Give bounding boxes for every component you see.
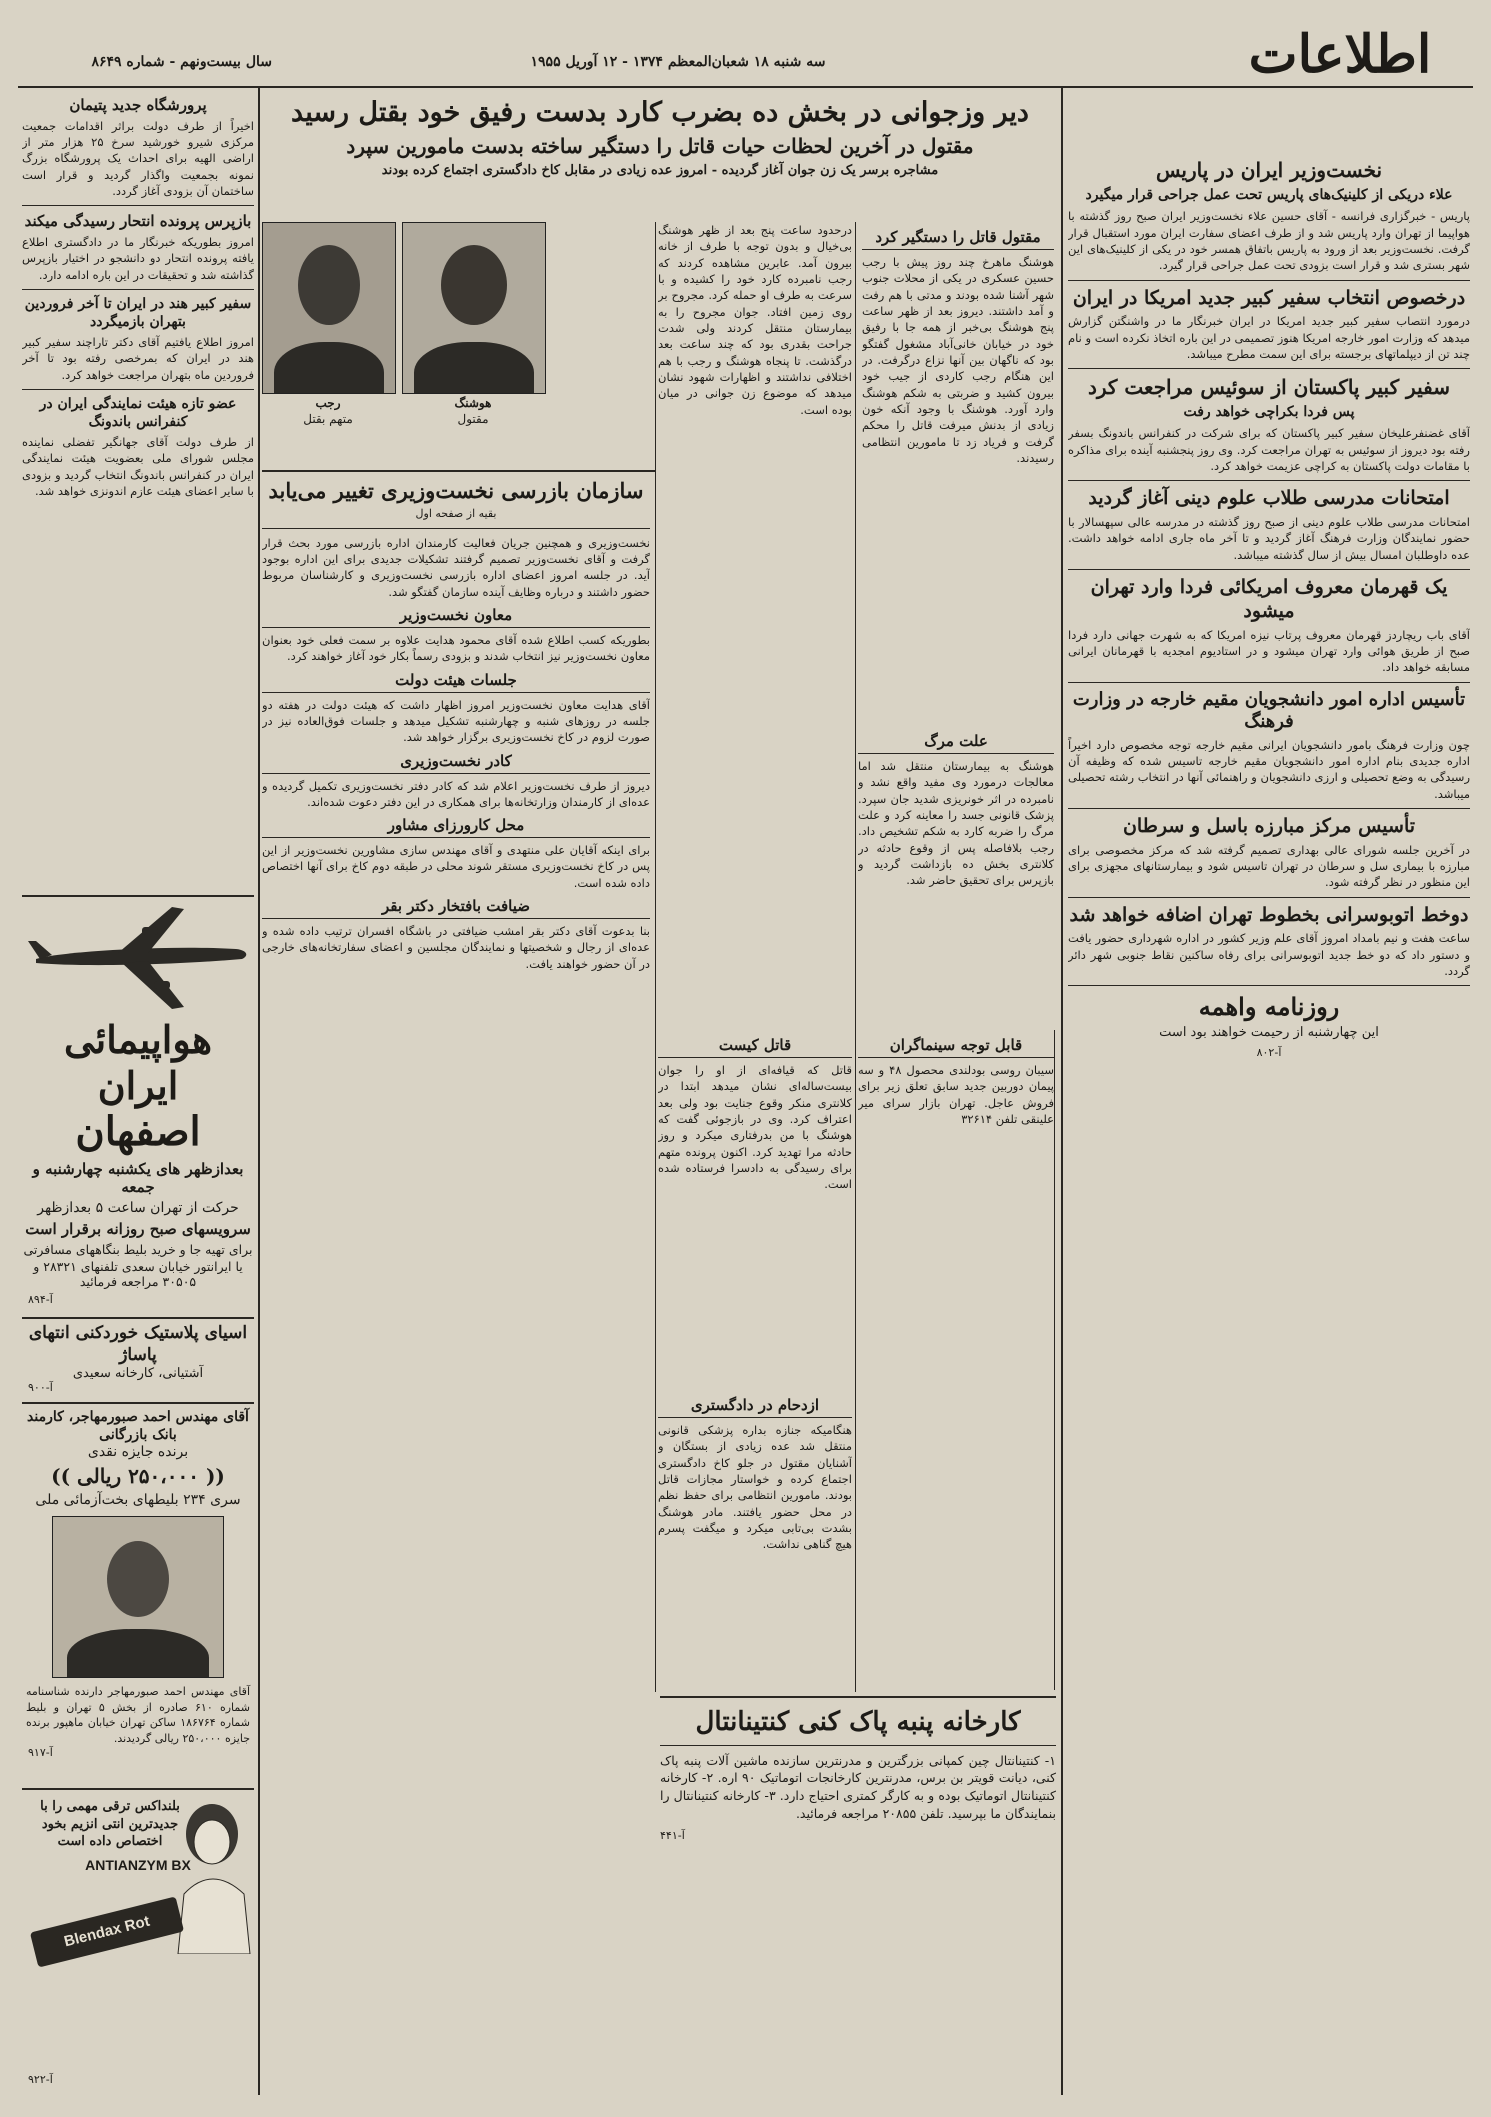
brief-text: از طرف دولت آقای جهانگیر تفضلی نماینده مجلس شورای ملی بعضویت هیئت نمایندگی ایران در کنفرانس باندونگ انتخاب گردید و بزودی با سایر اعضای هیئت عازم اندونزی خواهد شد. bbox=[22, 435, 254, 499]
lottery-ad bbox=[22, 1408, 254, 1790]
news-text: در آخرین جلسه شورای عالی بهداری تصمیم گرفته شد که مرکز مخصوصی برای مبارزه با بیماری سل و سرطان در تهران تاسیس شود و بیمارستانهای مجهزی برای این منظور در نظر گرفته شود. bbox=[1068, 842, 1470, 890]
plastic-title: اسیای پلاستیک خوردکنی انتهای پاساژ bbox=[28, 1323, 248, 1366]
divider bbox=[262, 528, 650, 529]
airline-days: بعدازظهر های یکشنبه چهارشنبه و جمعه bbox=[32, 1160, 244, 1197]
winner-photo bbox=[52, 1516, 224, 1678]
lead-col-1 bbox=[862, 222, 1054, 722]
news-text: درمورد انتصاب سفیر کبیر جدید امریکا در ایران خبرنگار ما در واشنگتن گزارش میدهد که وزارت امور خارجه امریکا هنوز تصمیمی در این باره اتخاذ نکرده است و نام چند تن از دیپلماتهای برجسته برای این سمت مطرح میباشد. bbox=[1068, 314, 1470, 361]
brief-headline: عضو تازه هیئت نمایندگی ایران در کنفرانس باندونگ bbox=[39, 396, 237, 430]
ad-code: آ-۸۰۲ bbox=[1256, 1046, 1282, 1060]
lead-col-text: سیبان روسی بودلندی محصول ۴۸ و سه پیمان دوربین جدید سابق تعلق زیر برای فروش عاجل. تهران بازار سرای میر علینقی تلفن ۳۲۶۱۴ bbox=[858, 1063, 1054, 1126]
lead-col-text: هوشنگ به بیمارستان منتقل شد اما معالجات درمورد وی مفید واقع نشد و نامبرده در اثر خونریزی شدید جان سپرد. پزشک قانونی جسد را معاینه کرد و علت مرگ را ضربه کارد به شکم تشخیص داد. رجب بلافاصله پس از وقوع حادثه در کلانتری بخش ده بازداشت گردید و بازپرس برای تحقیق حاضر شد. bbox=[858, 759, 1054, 888]
caption-role: مقتول bbox=[457, 411, 489, 426]
issue-line: سال بیست‌ونهم - شماره ۸۶۴۹ bbox=[91, 54, 272, 70]
reform-text: بطوریکه کسب اطلاع شده آقای محمود هدایت علاوه بر سمت فعلی خود بعنوان معاون نخست‌وزیر نیز انتخاب شدند و بزودی رسماً بکار خود آغاز خواهند کرد. bbox=[262, 632, 650, 664]
cotton-ad bbox=[660, 1696, 1056, 2096]
news-text: امتحانات مدرسی طلاب علوم دینی از صبح روز گذشته در مدرسه عالی سپهسالار با حضور نمایندگان وزارت فرهنگ آغاز گردید و تا آخر ماه جاری ادامه خواهد داشت. عده داوطلبان امسال بیش از سال گذشته میباشد. bbox=[1068, 515, 1470, 562]
lead-col-5 bbox=[658, 1390, 852, 1690]
lead-col-heading: ازدحام در دادگستری bbox=[658, 1396, 852, 1418]
toothpaste-text: بلنداکس ترقی مهمی را با جدیدترین انتی انزیم بخود اختصاص داده است bbox=[40, 1799, 180, 1850]
toothpaste-ad bbox=[22, 1794, 254, 2094]
lead-tagline: مشاجره برسر یک زن جوان آغاز گردیده - امروز عده زیادی در مقابل کاخ دادگستری اجتماع کرده بودند bbox=[381, 162, 939, 178]
lead-subhead: مقتول در آخرین لحظات حیات قاتل را دستگیر ساخته بدست مامورین سپرد bbox=[346, 133, 974, 158]
col-rule bbox=[655, 222, 656, 1692]
lead-col-heading: قابل توجه سینماگران bbox=[858, 1036, 1054, 1058]
divider bbox=[1068, 480, 1470, 481]
lottery-title: آقای مهندس احمد صبورمهاجر، کارمند بانک بازرگانی bbox=[27, 1409, 249, 1444]
toothpaste-brand: ANTIANZYM BX bbox=[85, 1856, 191, 1873]
divider bbox=[1068, 368, 1470, 369]
lead-col-heading: مقتول قاتل را دستگیر کرد bbox=[862, 228, 1054, 250]
lead-col-6 bbox=[858, 1030, 1055, 1690]
lead-col-heading: قاتل کیست bbox=[658, 1036, 852, 1058]
reform-text: نخست‌وزیری و همچنین جریان فعالیت کارمندان اداره بازرسی مورد بحث قرار گرفت و آقای نخست‌وزیر تصمیم گرفتند تشکیلات جدیدی برای این اداره بوجود آید. در جلسه امروز اعضای اداره بازرسی نخست‌وزیری و کارشناسان مربوط حضور داشتند و درباره وظایف آینده سازمان گفتگو شد. bbox=[262, 535, 650, 599]
photo-rajab bbox=[262, 222, 396, 394]
news-headline: تأسیس مرکز مبارزه باسل و سرطان bbox=[1122, 814, 1416, 837]
masthead-rule bbox=[18, 86, 1473, 88]
news-headline: امتحانات مدرسی طلاب علوم دینی آغاز گردید bbox=[1088, 487, 1450, 510]
airline-title: هواپیمائی ایران bbox=[63, 1017, 213, 1108]
brief-text: امروز اطلاع یافتیم آقای دکتر تاراچند سفیر کبیر هند در ایران که بمرخصی رفته بود تا آخر فروردین ماه بتهران مراجعت خواهد کرد. bbox=[22, 335, 254, 382]
news-text: آقای باب ریچاردز قهرمان معروف پرتاب نیزه امریکا که به شهرت جهانی دارد فردا صبح از طریق هوائی وارد تهران میشود و در استادیوم امجدیه با قهرمانان ایرانی مسابقه خواهد داد. bbox=[1068, 627, 1470, 675]
divider bbox=[1068, 569, 1470, 570]
news-subhead: علاء دریکی از کلینیک‌های پاریس تحت عمل جراحی قرار میگیرد bbox=[1085, 187, 1453, 203]
reform-subheading: جلسات هیئت دولت bbox=[262, 671, 650, 693]
reform-subheading: محل کارورزای مشاور bbox=[262, 816, 650, 838]
masthead bbox=[18, 18, 1473, 88]
ad-code: آ-۹۱۷ bbox=[28, 1745, 53, 1759]
plastic-sub: آشتیانی، کارخانه سعیدی bbox=[72, 1366, 204, 1382]
reform-text: برای اینکه آقایان علی منتهدی و آقای مهندس سازی مشاورین نخست‌وزیر از این پس در کاخ نخست‌وزیری مستقر شوند محلی در طبقه دوم کاخ برای آنها اختصاص داده شده است. bbox=[262, 843, 650, 890]
reform-text: بنا بدعوت آقای دکتر بقر امشب ضیافتی در باشگاه افسران ترتیب داده شده و عده‌ای از رجال و شخصیتها و نمایندگان مجلسین و اعضای سفارتخانه‌های خارجی در آن حضور خواهند یافت. bbox=[262, 924, 650, 971]
caption-houshang bbox=[402, 396, 544, 427]
reform-text: دیروز از طرف نخست‌وزیر اعلام شد که کادر دفتر نخست‌وزیری تکمیل گردیده و عده‌ای از کارمندان وزارتخانه‌ها برای همکاری در این دفتر دعوت شده‌اند. bbox=[262, 778, 650, 809]
date-line: سه شنبه ۱۸ شعبان‌المعظم ۱۳۷۴ - ۱۲ آوریل ۱۹۵۵ bbox=[530, 54, 826, 70]
divider bbox=[1068, 897, 1470, 898]
section-rule bbox=[262, 470, 656, 472]
lead-col-text: هوشنگ ماهرخ چند روز پیش با رجب حسین عسکری در یکی از محلات جنوب شهر آشنا شده بودند و مدتی با هم رفت و آمد داشتند. دیروز بعد از ظهر ساعت پنج هوشنگ بی‌خبر از همه جا با رفیق خود در خیابان خانی‌آباد مشغول گفتگو بود که ناگهان بین آنها نزاع درگرفت. در این هنگام رجب کاردی از جیب خود بیرون کشید و ضربتی به شکم هوشنگ وارد آورد. هوشنگ با وجود آنکه خون زیادی از بدنش میرفت قاتل را محکم گرفت و فریاد زد تا مامورین انتظامی رسیدند. bbox=[862, 255, 1054, 465]
lead-col-text: قاتل که قیافه‌ای از او را جوان بیست‌ساله‌ای نشان میدهد ابتدا در کلانتری منکر وقوع جنایت بود ولی بعد اعتراف کرد. وی در بازجوئی گفت که هوشنگ با من بدرفتاری میکرد و روز حادثه مرا تهدید کرد. اکنون پرونده متهم برای رسیدگی به دادسرا فرستاده شده است. bbox=[658, 1063, 852, 1192]
brief-text: امروز بطوریکه خبرنگار ما در دادگستری اطلاع یافته پرونده انتحار دو دانشجو در اختیار بازپرس گذاشته شد و تحقیقات در این باره ادامه دارد. bbox=[22, 235, 254, 282]
reform-text: آقای هدایت معاون نخست‌وزیر امروز اظهار داشت که هیئت دولت در هفته دو جلسه در روزهای شنبه و چهارشنبه تشکیل میدهد و جلسات فوق‌العاده نیز در صورت لزوم در کاخ نخست‌وزیری برگزار خواهد شد. bbox=[262, 697, 650, 745]
main-news-column bbox=[1068, 92, 1470, 2092]
logo: اطلاعات bbox=[1248, 24, 1432, 85]
caption-name: رجب bbox=[315, 396, 341, 410]
lottery-sub: برنده جایزه نقدی bbox=[87, 1444, 189, 1461]
airline-phone: یا ایرانتور خیابان سعدی تلفنهای ۲۸۳۲۱ و ۳۰۵۰۵ مراجعه فرمائید bbox=[33, 1259, 243, 1290]
divider bbox=[22, 389, 254, 390]
reform-subheading: ضیافت بافتخار دکتر بقر bbox=[262, 897, 650, 919]
brief-text: اخیراً از طرف دولت براثر اقدامات جمعیت مرکزی شیرو خورشید سرخ ۲۵ هزار متر از اراضی الهیه برای احداث یک پرورشگاه بزرگ نمونه بجمعیت واگذار گردید و قرار است ساختمان آن بزودی آغاز گردد. bbox=[22, 118, 254, 199]
airplane-icon bbox=[22, 897, 254, 1017]
news-headline: روزنامه واهمه bbox=[1198, 992, 1340, 1022]
lottery-text: آقای مهندس احمد صبورمهاجر دارنده شناسنامه شماره ۶۱۰ صادره از بخش ۵ تهران و بلیط شماره ۱۸۶۷۶۴ ساکن تهران خیابان ماهپور برنده جایزه ۲۵۰،۰۰۰ ریالی گردیدند. bbox=[26, 1685, 251, 1745]
divider bbox=[1068, 808, 1470, 809]
divider bbox=[22, 289, 254, 290]
news-headline: تأسیس اداره امور دانشجویان مقیم خارجه در وزارت فرهنگ bbox=[1072, 688, 1466, 733]
airline-ad bbox=[22, 895, 254, 1319]
divider bbox=[1068, 280, 1470, 281]
news-subhead: این چهارشنبه از رحیمت خواهند بود است bbox=[1159, 1025, 1379, 1041]
caption-name: هوشنگ bbox=[454, 396, 492, 410]
divider bbox=[22, 205, 254, 206]
ad-code: آ-۸۹۴ bbox=[28, 1293, 53, 1307]
brief-headline: سفیر کبیر هند در ایران تا آخر فروردین بتهران بازمیگردد bbox=[24, 296, 252, 330]
news-headline: سفیر کبیر پاکستان از سوئیس مراجعت کرد bbox=[1087, 375, 1450, 400]
divider bbox=[1068, 985, 1470, 986]
news-text: پاریس - خبرگزاری فرانسه - آقای حسین علاء نخست‌وزیر ایران صبح روز گذشته با هواپیما از تهران وارد پاریس شد و از طرف اعضای سفارت ایران مورد استقبال قرار گرفت. نخست‌وزیر بعد از ورود به پاریس باتفاق همسر خود در یکی از کلینیک‌های این شهر بستری شد و قرار است بزودی تحت عمل جراحی قرار گیرد. bbox=[1068, 209, 1470, 273]
plastic-ad bbox=[22, 1322, 254, 1404]
reform-continued: بقیه از صفحه اول bbox=[415, 507, 497, 521]
brief-headline: بازپرس پرونده انتحار رسیدگی میکند bbox=[24, 212, 252, 231]
airline-city: اصفهان bbox=[75, 1108, 201, 1156]
reform-headline: سازمان بازرسی نخست‌وزیری تغییر می‌یابد bbox=[268, 478, 644, 503]
news-text: ساعت هفت و نیم بامداد امروز آقای علم وزیر کشور در اداره شهرداری حضور یافت و دستور داد که دو خط جدید اتوبوسرانی برای رفاه ساکنین نقاط جنوبی شهر دائر گردد. bbox=[1068, 931, 1470, 979]
ad-code: آ-۹۲۲ bbox=[28, 2073, 53, 2086]
news-headline: دوخط اتوبوسرانی بخطوط تهران اضافه خواهد شد bbox=[1069, 903, 1469, 926]
news-headline: یک قهرمان معروف امریکائی فردا وارد تهران میشود bbox=[1090, 576, 1448, 622]
col-rule bbox=[855, 222, 856, 1692]
lead-col-text: درحدود ساعت پنج بعد از ظهر هوشنگ بی‌خیال و بدون توجه با طرف از خانه بیرون آمد. عابرین مشاهده کردند که رجب نامبرده کارد خود را کشیده و با سرعت به طرف او حمله کرد. مجروح بر روی زمین افتاد. جوان مجروح را به بیمارستان منتقل کردند ولی شدت جراحت بقدری بود که چند ساعت بعد درگذشت. تا پنجاه هوشنگ و رجب با هم اختلافی نداشتند و اظهارات شهود نشان میدهد که موضوع زن جوانی در میان بوده است. bbox=[658, 223, 852, 417]
news-headline: درخصوص انتخاب سفیر کبیر جدید امریکا در ایران bbox=[1072, 286, 1466, 309]
divider bbox=[660, 1745, 1056, 1746]
reform-article bbox=[262, 474, 650, 2094]
ad-code: آ-۴۴۱ bbox=[660, 1828, 685, 1842]
cotton-headline: کارخانه پنبه پاک کنی کنتینانتال bbox=[695, 1707, 1021, 1737]
toothpaste-tube bbox=[30, 1896, 184, 1967]
lottery-prize: (( ۲۵۰،۰۰۰ ریالی )) bbox=[51, 1464, 225, 1489]
brief-headline: پرورشگاه جدید پتیمان bbox=[69, 96, 207, 114]
caption-rajab bbox=[262, 396, 394, 427]
reform-subheading: معاون نخست‌وزیر bbox=[262, 606, 650, 628]
col-rule bbox=[1061, 88, 1063, 2095]
lead-col-2 bbox=[658, 222, 852, 722]
photo-houshang bbox=[402, 222, 546, 394]
airline-booking: برای تهیه جا و خرید بلیط بنگاههای مسافرتی bbox=[23, 1242, 253, 1258]
reform-subheading: کادر نخست‌وزیری bbox=[262, 752, 650, 774]
divider bbox=[1068, 682, 1470, 683]
caption-role: متهم بقتل bbox=[303, 411, 353, 426]
news-text: چون وزارت فرهنگ بامور دانشجویان ایرانی مقیم خارجه توجه مخصوص دارد اخیراً اداره جدیدی بنام اداره امور دانشجویان مقیم خارجه تاسیس شده که وظیفه آن رسیدگی به وضع تحصیلی و ارزی دانشجویان و راهنمائی آنها در انتخاب رشته تحصیلی میباشد. bbox=[1068, 737, 1470, 801]
lead-col-3 bbox=[858, 726, 1054, 1026]
lead-story-header bbox=[266, 92, 1054, 222]
toothpaste-label: Blendax Rot bbox=[62, 1912, 152, 1951]
news-subhead: پس فردا بکراچی خواهد رفت bbox=[1183, 404, 1355, 421]
lead-col-text: هنگامیکه جنازه بداره پزشکی قانونی منتقل شد عده زیادی از بستگان و آشنایان مقتول در جلو کاخ دادگستری اجتماع کرده و خواستار مجازات قاتل بودند. مامورین انتظامی برای حفظ نظم در محل حضور یافتند. مادر هوشنگ بشدت بی‌تابی میکرد و میگفت پسرم هیچ گناهی نداشت. bbox=[658, 1423, 852, 1552]
ad-code: آ-۹۰۰ bbox=[28, 1381, 53, 1395]
lead-headline: دیر وزجوانی در بخش ده بضرب کارد بدست رفیق خود بقتل رسید bbox=[291, 97, 1029, 128]
lead-col-heading: علت مرگ bbox=[858, 732, 1054, 754]
airline-morning: سرویسهای صبح روزانه برقرار است bbox=[25, 1220, 251, 1239]
col-rule bbox=[258, 88, 260, 2095]
lead-col-4 bbox=[658, 1030, 852, 1390]
cotton-text: ۱- کنتینانتال چین کمپانی بزرگترین و مدرنترین سازنده ماشین آلات پنبه پاک کنی، دیانت قویتر بن برس، مدرنترین کارخانجات اتوماتیک ۹۰ اره. ۲- کارخانه کنتینانتال اتوماتیک بوده و به کارگر کمتری احتیاج دارد. ۳- کارخانه کنتینانتال را بنمایندگان ما بپرسید. تلفن ۲۰۸۵۵ مراجعه فرمائید. bbox=[660, 1752, 1056, 1821]
news-headline: نخست‌وزیر ایران در پاریس bbox=[1155, 158, 1383, 182]
news-text: آقای غضنفرعلیخان سفیر کبیر پاکستان که برای شرکت در کنفرانس باندونگ بسفر رفته بود دیروز از سوئیس به تهران مراجعت کرد. وی روز پنجشنبه آینده برای مذاکره با مقامات دولت پاکستان به کراچی عزیمت خواهد کرد. bbox=[1068, 426, 1470, 474]
airline-depart: حرکت از تهران ساعت ۵ بعدازظهر bbox=[37, 1200, 239, 1217]
lottery-series: سری ۲۳۴ بلیطهای بخت‌آزمائی ملی bbox=[35, 1492, 241, 1509]
